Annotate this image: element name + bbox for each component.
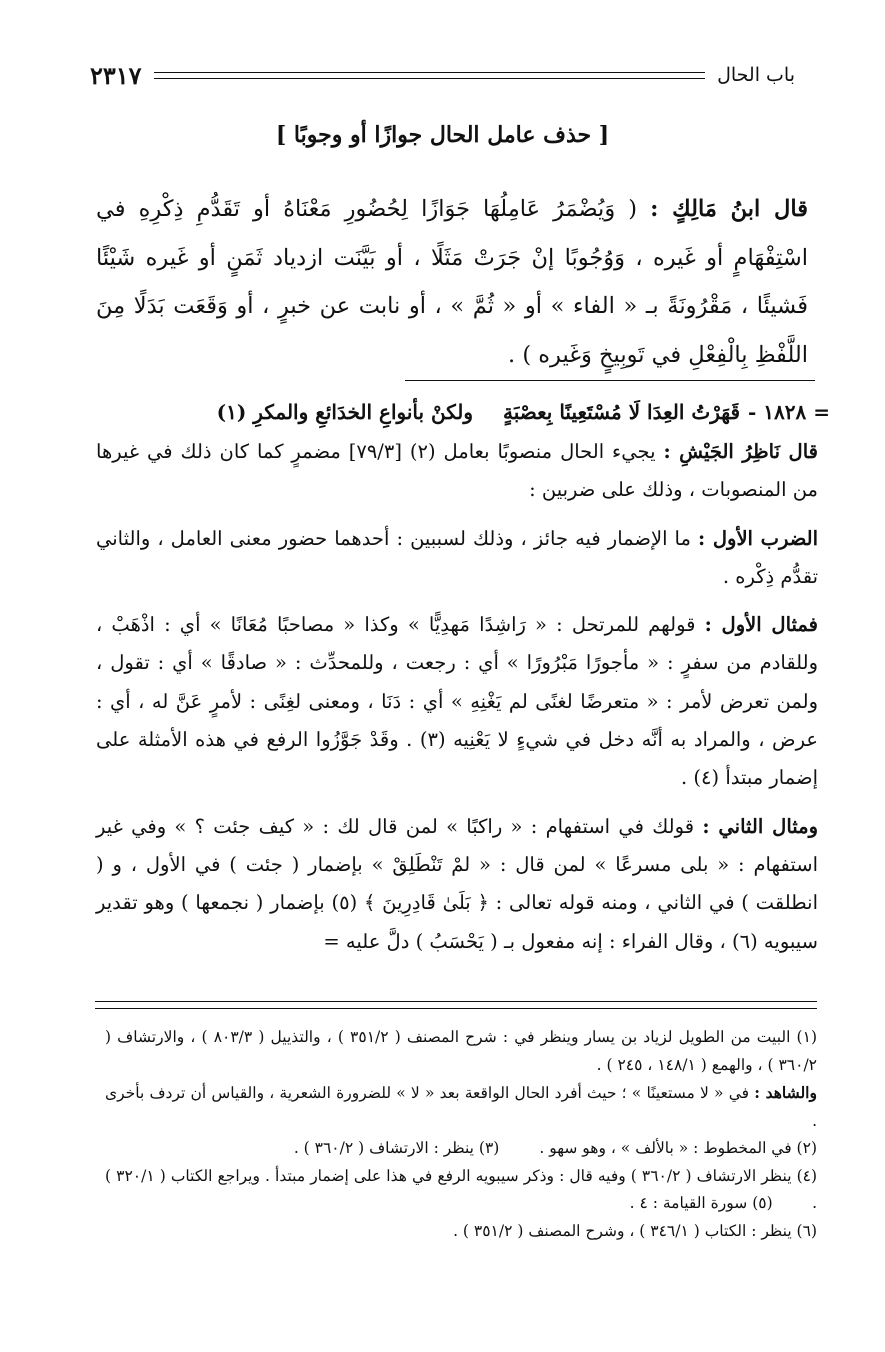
paragraph xyxy=(96,606,818,797)
verse-hemistich-2: ولكنْ بأنواعِ الخدَائعِ والمكرِ (١) xyxy=(216,400,474,424)
matn-text xyxy=(96,185,808,379)
paragraph-lead: فمثال الأول : xyxy=(704,613,818,637)
paragraph-text: ما الإضمار فيه جائز ، وذلك لسببين : أحدهما حضور معنى العامل ، والثاني تقدُّم ذِكْره . xyxy=(96,526,818,588)
footnote-divider xyxy=(95,1001,817,1002)
page-number: ٢٣١٧ xyxy=(90,60,142,90)
footnote-4-text: (٤) ينظر الارتشاف ( ٣٦٠/٢ ) وفيه قال : وذكر سيبويه الرفع في هذا على إضمار مبتدأ . ويراجع الكتاب ( ٣٢٠/١ ) . xyxy=(105,1166,818,1212)
verse-number: = ١٨٢٨ - xyxy=(748,400,830,424)
footnote-5: (٥) سورة القيامة : ٤ . xyxy=(629,1194,773,1212)
footnote-shahid xyxy=(105,1079,817,1135)
paragraph xyxy=(96,808,818,961)
footnote-6: (٦) ينظر : الكتاب ( ٣٤٦/١ ) ، وشرح المصنف ( ٣٥١/٢ ) . xyxy=(453,1221,817,1240)
paragraph xyxy=(96,520,818,597)
paragraph-lead: ومثال الثاني : xyxy=(702,814,819,838)
paragraph-lead: الضرب الأول : xyxy=(698,526,819,550)
paragraph xyxy=(96,433,818,510)
commentary-body xyxy=(96,433,818,961)
paragraph-text: قولك في استفهام : « راكبًا » لمن قال لك : « كيف جئت ؟ » وفي غير استفهام : « بلى مسرعًا » لمن قال : « لمْ تَنْطَلِقْ » بإضمار ( جئت ) في الأول ، و ( انطلقت ) في الثاني ، ومنه قوله تعالى : ﴿ بَلَىٰ قَادِرِينَ ﴾ (٥) بإضمار ( نجمعها ) وهو تقدير سيبويه (٦) ، وقال الفراء : إنه مفعول بـ ( يَحْسَبُ ) دلَّ عليه = xyxy=(96,814,818,953)
footnote-3: (٣) ينظر : الارتشاف ( ٣٦٠/٢ ) . xyxy=(293,1139,500,1157)
matn-intro: قال ابنُ مَالِكٍ : xyxy=(650,196,808,222)
header-double-rule xyxy=(154,72,706,79)
footnotes xyxy=(105,1024,817,1245)
footnote-divider-2 xyxy=(95,1008,817,1009)
footnote-4 xyxy=(105,1163,817,1218)
paragraph-lead: قال نَاظِرُ الجَيْشِ : xyxy=(663,440,818,463)
matn-body: ( وَيُضْمَرُ عَامِلُهَا جَوَازًا لِحُضُورِ مَعْنَاهُ أو تَقَدُّمِ ذِكْرِهِ في اسْتِفْهَامٍ أو غَيره ، وَوُجُوبًا إنْ جَرَتْ مَثَلًا ، أو بَيَّنَت ازدياد ثَمَنٍ أو غَيره شَيْئًا فَشيئًا ، مَقْرُونَةً بـ « الفاء » أو « ثُمَّ » ، أو نابت عن خبرٍ ، أو وَقَعَت بَدَلًا مِنَ اللَّفْظِ بِالْفِعْلِ في تَوبِيخٍ وَغَيره ) . xyxy=(96,196,808,368)
shahid-text: في « لا مستعينًا » ؛ حيث أفرد الحال الواقعة بعد « لا » للضرورة الشعرية ، والقياس أن تردف بأخرى . xyxy=(105,1084,817,1130)
running-header xyxy=(90,58,795,92)
footnote-row xyxy=(105,1135,817,1163)
section-title: [ حذف عامل الحال جوازًا أو وجوبًا ] xyxy=(275,122,610,148)
verse-hemistich-1: قَهَرْتُ العِدَا لَا مُسْتَعِينًا بِعصْبَةٍ xyxy=(503,400,741,424)
chapter-title: باب الحال xyxy=(717,64,795,86)
matn-divider xyxy=(405,380,815,381)
footnote-2: (٢) في المخطوط : « بالألف » ، وهو سهو . xyxy=(539,1139,817,1157)
poetry-verse xyxy=(90,395,830,429)
shahid-lead: والشاهد : xyxy=(754,1083,817,1102)
paragraph-text: يجيء الحال منصوبًا بعامل (٢) [٧٩/٣] مضمرٍ كما كان ذلك في غيرها من المنصوبات ، وذلك على ضربين : xyxy=(96,440,818,502)
footnote-1: (١) البيت من الطويل لزياد بن يسار وينظر في : شرح المصنف ( ٣٥١/٢ ) ، والتذييل ( ٨٠٣/٣ ) ، والارتشاف ( ٣٦٠/٢ ) ، والهمع ( ١٤٨/١ ، ٢٤٥ ) . xyxy=(105,1028,817,1074)
paragraph-text: قولهم للمرتحل : « رَاشِدًا مَهدِيًّا » وكذا « مصاحبًا مُعَانًا » أي : اذْهَبْ ، وللقادم من سفرٍ : « مأجورًا مَبْرُورًا » أي : رجعت ، وللمحدِّث : « صادقًا » أي : تقول ، ولمن تعرض لأمر : « متعرضًا لغنًى لم يَغْنِهِ » أي : دَنَا ، ومعنى لغِنًى : لأمرٍ عَنَّ له ، أي : عرض ، والمراد به أنَّه دخل في شيءٍ لا يَعْنِيه (٣) . وقَدْ جَوَّزُوا الرفع في هذه الأمثلة على إضمار مبتدأ (٤) . xyxy=(96,613,819,790)
